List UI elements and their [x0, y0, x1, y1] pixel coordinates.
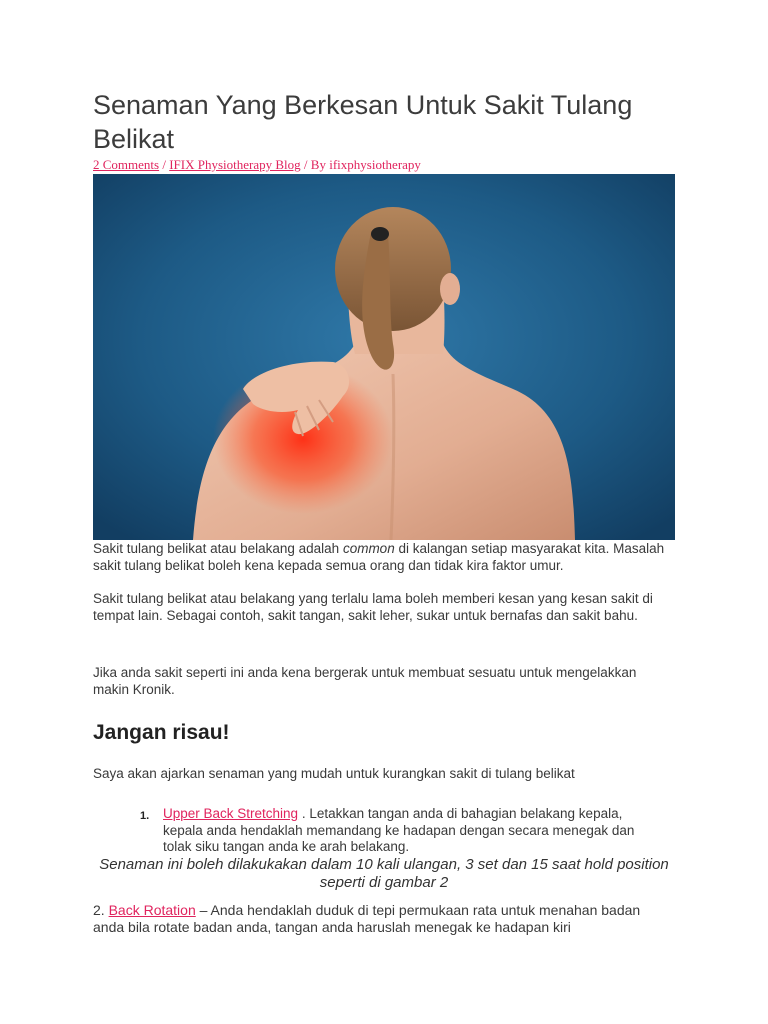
shoulder-pain-illustration [93, 174, 675, 540]
category-link[interactable]: IFIX Physiotherapy Blog [169, 157, 301, 172]
intro-emphasis: common [342, 541, 395, 556]
paragraph-2: Sakit tulang belikat atau belakang yang terlalu lama boleh memberi kesan yang kesan sakit di tempat lain. Sebagai contoh, sakit tangan, sakit leher, sukar untuk bernafas dan sakit bahu. [93, 591, 653, 623]
paragraph-5 [93, 902, 675, 936]
section-heading: Jangan risau! [93, 721, 230, 744]
list-item [140, 806, 663, 856]
back-rotation-link[interactable]: Back Rotation [108, 902, 196, 918]
meta-by-separator: / By [300, 157, 330, 172]
post-meta [93, 157, 421, 173]
hero-image [93, 174, 675, 540]
list-item-text: . Letakkan tangan anda di bahagian belakang kepala, kepala anda hendaklah memandang ke hadapan dengan secara menegak dan tolak siku tangan anda ke arah belakang. [163, 806, 635, 854]
exercise-list [140, 806, 663, 856]
upper-back-stretching-link[interactable]: Upper Back Stretching [163, 806, 299, 821]
paragraph-4: Saya akan ajarkan senaman yang mudah untuk kurangkan sakit di tulang belikat [93, 766, 575, 781]
page-title: Senaman Yang Berkesan Untuk Sakit Tulang Belikat [93, 90, 633, 154]
item-2-number: 2. [93, 902, 109, 918]
meta-separator: / [159, 157, 170, 172]
exercise-note: Senaman ini boleh dilakukakan dalam 10 kali ulangan, 3 set dan 15 saat hold position seperti di gambar 2 [99, 856, 669, 891]
intro-paragraph [93, 541, 673, 574]
intro-text-a: Sakit tulang belikat atau belakang adalah [93, 541, 343, 556]
item-2-text: – Anda hendaklah duduk di tepi permukaan rata untuk menahan badan anda bila rotate badan anda, tangan anda haruslah menegak ke hadapan kiri [93, 902, 641, 935]
list-item-number: 1. [140, 810, 150, 822]
author-name: ifixphysiotherapy [329, 157, 421, 172]
paragraph-3: Jika anda sakit seperti ini anda kena bergerak untuk membuat sesuatu untuk mengelakkan makin Kronik. [93, 665, 637, 697]
comments-link[interactable]: 2 Comments [93, 157, 160, 172]
intro-text-b: di kalangan setiap masyarakat kita. Masalah sakit tulang belikat boleh kena kepada semua orang dan tidak kira faktor umur. [93, 541, 665, 573]
